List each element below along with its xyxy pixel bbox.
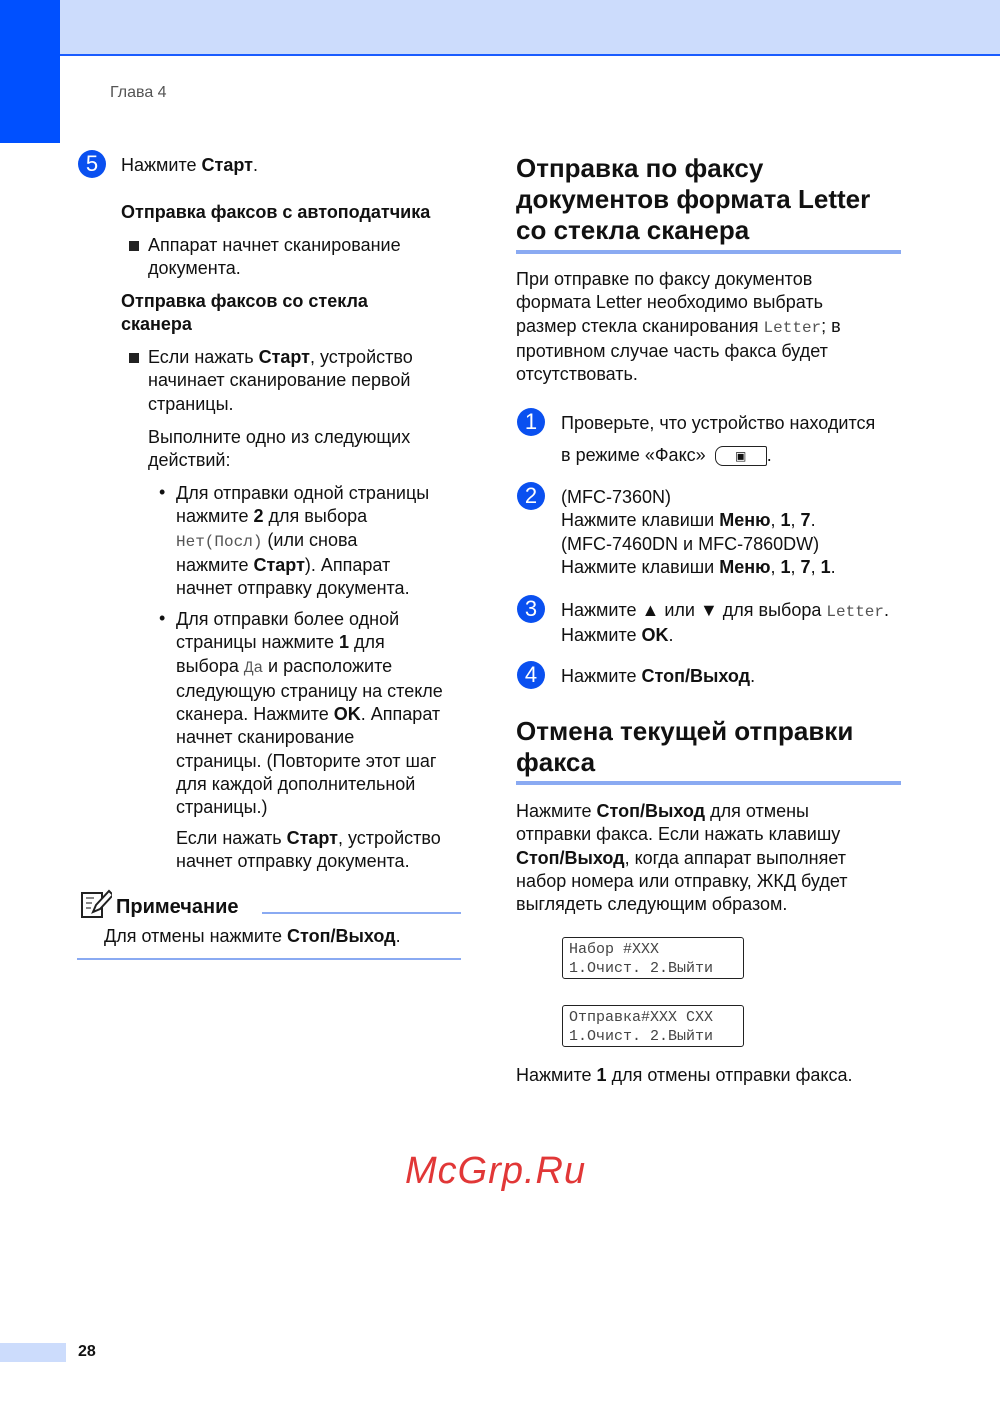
text-run: начнет отправку документа. xyxy=(176,578,410,599)
bold-text: 1 xyxy=(596,1065,607,1085)
text-line xyxy=(176,827,441,850)
text-line xyxy=(176,529,429,554)
text-line xyxy=(561,412,875,435)
text-line xyxy=(121,154,258,177)
bold-text: Меню xyxy=(719,556,771,577)
cancel-text xyxy=(516,800,848,916)
adf-heading: Отправка факсов с автоподатчика xyxy=(121,202,431,222)
text-line xyxy=(561,533,836,556)
text-run: страницы. (Повторите этот шаг xyxy=(176,750,437,771)
text-line xyxy=(148,257,401,280)
glass-bullet-text xyxy=(148,346,413,416)
text-line xyxy=(176,726,443,749)
text-run: ; в xyxy=(821,315,841,336)
text-line xyxy=(561,624,889,647)
text-run: для отмены xyxy=(705,801,809,821)
note-text xyxy=(104,925,401,948)
text-line xyxy=(516,823,848,846)
text-line xyxy=(516,291,841,314)
text-line xyxy=(148,426,410,449)
text-run: набор номера или отправку, ЖКД будет xyxy=(516,870,848,891)
text-line xyxy=(516,315,841,340)
text-run: для выбора xyxy=(263,506,368,527)
text-run: Для отправки одной страницы xyxy=(176,483,430,503)
lcd-value-text: Letter xyxy=(826,603,884,621)
bold-text: OK xyxy=(641,625,669,646)
bold-text: Старт xyxy=(258,347,310,367)
text-line xyxy=(176,554,429,577)
text-line xyxy=(176,680,443,703)
text-line xyxy=(176,631,443,654)
lcd-value-text: Letter xyxy=(763,318,822,337)
text-line xyxy=(561,486,836,509)
bold-text: 1 xyxy=(780,556,791,577)
text-run: страницы. xyxy=(148,393,234,414)
text-run: , xyxy=(790,556,801,577)
fax-mode-text: в режиме «Факс» xyxy=(561,445,706,465)
bold-text: документов формата Letter xyxy=(516,184,871,214)
text-line xyxy=(516,340,841,363)
text-line xyxy=(176,482,429,505)
step-number-5: 5 xyxy=(78,150,106,178)
text-run: нажмите xyxy=(176,506,254,527)
text-run: (MFC-7360N) xyxy=(561,487,672,507)
lcd-display-dialing xyxy=(562,937,744,979)
text-line xyxy=(516,363,841,386)
text-run: (MFC-7460DN и MFC-7860DW) xyxy=(561,533,820,554)
step-number-1: 1 xyxy=(517,408,545,436)
text-line xyxy=(561,599,889,624)
bold-text: Старт xyxy=(253,554,305,575)
bold-text: 1 xyxy=(820,556,831,577)
text-line xyxy=(176,577,429,600)
text-run: страницы.) xyxy=(176,797,268,818)
bold-text: со стекла сканера xyxy=(516,215,750,245)
start-after-text xyxy=(176,827,441,874)
text-line xyxy=(516,215,870,246)
lcd-line: Набор #XXX xyxy=(569,941,660,958)
text-line xyxy=(516,893,848,916)
text-run: . xyxy=(252,155,258,175)
text-run: размер стекла сканирования xyxy=(516,315,764,336)
text-run: Нажмите клавиши xyxy=(561,510,720,531)
note-pencil-icon xyxy=(80,888,112,920)
text-run: , устройство xyxy=(310,347,413,367)
text-run: и расположите xyxy=(263,655,393,676)
text-run: При отправке по факсу документов xyxy=(516,269,813,289)
text-run: Для отправки более одной xyxy=(176,609,400,629)
text-run: для xyxy=(349,632,385,653)
final-text xyxy=(516,1064,852,1087)
step-4-text xyxy=(561,665,755,688)
text-line xyxy=(561,665,755,688)
adf-bullet-text xyxy=(148,234,401,281)
note-title: Примечание xyxy=(116,896,239,918)
text-line xyxy=(516,184,870,215)
lcd-line: Отправка#XXX CXX xyxy=(569,1009,714,1026)
text-run: Аппарат начнет сканирование xyxy=(148,235,401,255)
text-line xyxy=(176,655,443,680)
text-run: нажмите xyxy=(176,554,254,575)
text-line xyxy=(176,505,429,528)
section-heading-cancel xyxy=(516,716,853,778)
step-2-text xyxy=(561,486,836,579)
text-run: . Аппарат xyxy=(360,704,441,725)
step-number-3: 3 xyxy=(517,595,545,623)
bold-text: Отправка факсов со стекла xyxy=(121,291,368,311)
heading-underline xyxy=(516,781,901,785)
bold-text: 1 xyxy=(338,632,349,653)
watermark: McGrp.Ru xyxy=(405,1150,587,1192)
text-run: , xyxy=(770,556,781,577)
text-line xyxy=(516,747,853,778)
bold-text: Стоп/Выход xyxy=(287,926,396,946)
text-run: Нажмите xyxy=(561,625,642,646)
text-run: Нажмите xyxy=(516,1065,597,1085)
text-run: , xyxy=(790,510,801,531)
lcd-value-text: Да xyxy=(243,658,264,677)
text-run: . xyxy=(810,510,816,531)
intro-text xyxy=(516,268,841,386)
bold-text: 2 xyxy=(253,506,264,527)
text-run: Выполните одно из следующих xyxy=(148,427,411,447)
note-rule-top xyxy=(262,912,461,914)
step-1-line2: в режиме «Факс» ▣ . xyxy=(561,445,772,465)
text-run: (или снова xyxy=(262,529,358,550)
step-1-text xyxy=(561,412,875,435)
bullet-dot: • xyxy=(159,482,166,502)
bold-text: Старт xyxy=(201,155,253,175)
text-line xyxy=(148,234,401,257)
text-run: Нажмите ▲ или ▼ для выбора xyxy=(561,600,827,620)
text-run: Нажмите xyxy=(516,801,597,821)
text-run: Если нажать xyxy=(148,347,259,367)
bullet-square xyxy=(129,353,139,363)
bold-text: Стоп/Выход xyxy=(596,801,706,821)
text-run: Нажмите xyxy=(121,155,202,175)
text-line xyxy=(104,925,401,948)
text-line xyxy=(148,369,413,392)
text-run: , xyxy=(810,556,821,577)
lcd-value-text: Нет(Посл) xyxy=(176,532,263,551)
text-line xyxy=(516,268,841,291)
text-run: Для отмены нажмите xyxy=(104,926,288,946)
text-line xyxy=(148,346,413,369)
text-line xyxy=(176,773,443,796)
text-line xyxy=(148,393,413,416)
text-run: формата Letter необходимо выбрать xyxy=(516,292,823,313)
text-run: Нажмите xyxy=(561,666,642,686)
text-line xyxy=(516,847,848,870)
text-run: выбора xyxy=(176,655,244,676)
text-run: сканера. Нажмите xyxy=(176,704,334,725)
text-run: . xyxy=(830,556,836,577)
step-number-4: 4 xyxy=(517,661,545,689)
section-heading-letter xyxy=(516,153,870,246)
fax-key-icon: ▣ xyxy=(715,446,767,466)
text-line xyxy=(561,556,836,579)
text-run: документа. xyxy=(148,258,241,279)
bold-text: Меню xyxy=(719,510,771,531)
lcd-display-sending xyxy=(562,1005,744,1047)
text-line xyxy=(176,750,443,773)
text-run: страницы нажмите xyxy=(176,632,339,653)
heading-underline xyxy=(516,250,901,254)
text-run: начнет отправку документа. xyxy=(176,851,410,872)
text-run: для каждой дополнительной xyxy=(176,774,416,795)
text-run: Нажмите клавиши xyxy=(561,556,720,577)
step-3-text xyxy=(561,599,889,648)
bullet-dot: • xyxy=(159,608,166,628)
text-line xyxy=(516,1064,852,1087)
text-run: . xyxy=(668,625,674,646)
text-run: выглядеть следующим образом. xyxy=(516,894,788,915)
text-line xyxy=(516,716,853,747)
bold-text: 7 xyxy=(800,510,811,531)
text-run: отсутствовать. xyxy=(516,364,638,385)
chapter-tab xyxy=(0,0,60,143)
bold-text: OK xyxy=(333,704,361,725)
bold-text: Отмена текущей отправки xyxy=(516,716,854,746)
text-run: , когда аппарат выполняет xyxy=(624,847,847,868)
text-run: . xyxy=(884,600,890,620)
bold-text: Стоп/Выход xyxy=(641,666,751,686)
chapter-label: Глава 4 xyxy=(110,84,167,101)
bullet-square xyxy=(129,241,139,251)
bold-text: Отправка по факсу xyxy=(516,153,764,183)
text-line xyxy=(176,850,441,873)
header-band xyxy=(60,0,1000,56)
single-page-text xyxy=(176,482,429,600)
page-number: 28 xyxy=(78,1343,96,1360)
step-5-text xyxy=(121,154,258,177)
text-run: следующую страницу на стекле xyxy=(176,680,443,701)
bold-text: сканера xyxy=(121,314,192,335)
text-line xyxy=(176,703,443,726)
bold-text: Старт xyxy=(286,828,338,848)
text-line xyxy=(176,796,443,819)
text-line xyxy=(516,870,848,893)
text-run: действий: xyxy=(148,450,231,471)
text-run: для отмены отправки факса. xyxy=(606,1065,853,1085)
bold-text: Стоп/Выход xyxy=(516,847,625,868)
text-run: ). Аппарат xyxy=(304,554,391,575)
text-line xyxy=(121,290,368,313)
do-one-text xyxy=(148,426,410,473)
text-run: Проверьте, что устройство находится xyxy=(561,413,876,433)
text-run: , устройство xyxy=(338,828,441,848)
lcd-line: 1.Очист. 2.Выйти xyxy=(569,1028,714,1045)
text-run: . xyxy=(750,666,756,686)
text-run: отправки факса. Если нажать клавишу xyxy=(516,824,841,845)
step-number-2: 2 xyxy=(517,482,545,510)
bold-text: 1 xyxy=(780,510,791,531)
glass-heading xyxy=(121,290,368,337)
text-run: . xyxy=(395,926,401,946)
text-line xyxy=(516,800,848,823)
text-line xyxy=(561,509,836,532)
text-run: начнет сканирование xyxy=(176,727,355,748)
note-rule-bottom xyxy=(77,958,461,960)
bold-text: факса xyxy=(516,747,596,777)
text-line xyxy=(148,449,410,472)
text-run: противном случае часть факса будет xyxy=(516,340,828,361)
text-line xyxy=(121,313,368,336)
text-run: Если нажать xyxy=(176,828,287,848)
footer-band xyxy=(0,1343,66,1362)
text-line xyxy=(176,608,443,631)
text-run: , xyxy=(770,510,781,531)
multi-page-text xyxy=(176,608,443,820)
bold-text: 7 xyxy=(800,556,811,577)
text-run: начинает сканирование первой xyxy=(148,370,411,391)
lcd-line: 1.Очист. 2.Выйти xyxy=(569,960,714,977)
text-line xyxy=(516,153,870,184)
